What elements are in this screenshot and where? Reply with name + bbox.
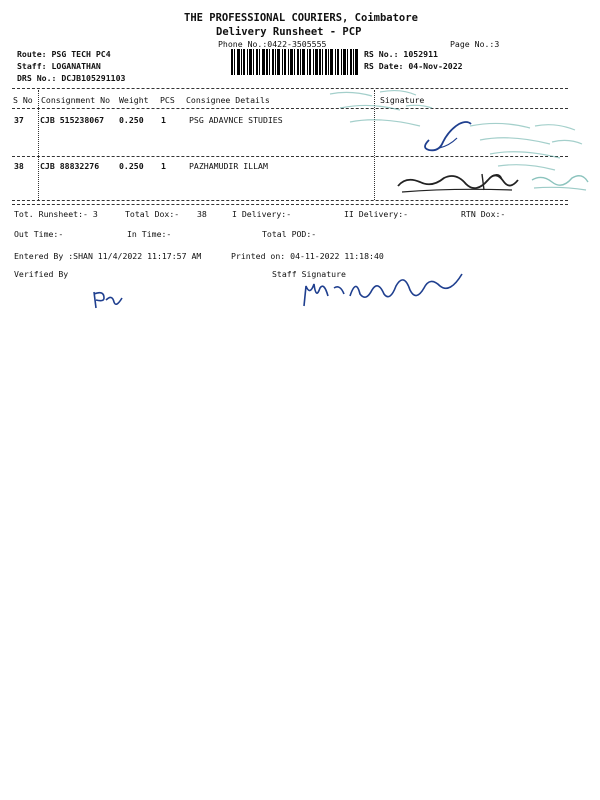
rs-number: RS No.: 1052911 — [364, 49, 438, 59]
summary-rule — [12, 204, 568, 205]
barcode — [231, 49, 358, 75]
staff-label: Staff: LOGANATHAN — [17, 61, 101, 71]
recipient-signature-mark — [415, 118, 475, 154]
first-delivery: I Delivery:- — [232, 209, 292, 219]
col-header-sno: S No — [13, 95, 33, 105]
row-consignee: PAZHAMUDIR ILLAM — [189, 161, 268, 171]
in-time: In Time:- — [127, 229, 172, 239]
document-title: Delivery Runsheet - PCP — [216, 26, 362, 38]
second-delivery: II Delivery:- — [344, 209, 409, 219]
company-name: THE PROFESSIONAL COURIERS, Coimbatore — [184, 12, 418, 24]
row-weight: 0.250 — [119, 161, 144, 171]
col-header-pcs: PCS — [160, 95, 175, 105]
staff-signature-label: Staff Signature — [272, 269, 346, 279]
verifier-signature-mark — [88, 288, 128, 312]
total-runsheet: Tot. Runsheet:- 3 — [14, 209, 98, 219]
row-consignee: PSG ADAVNCE STUDIES — [189, 115, 283, 125]
phone-number: Phone No.:0422-3505555 — [218, 39, 327, 49]
route-label: Route: PSG TECH PC4 — [17, 49, 111, 59]
row-pcs: 1 — [161, 161, 166, 171]
col-header-consignment: Consignment No — [41, 95, 111, 105]
verified-by-label: Verified By — [14, 269, 69, 279]
entered-by: Entered By :SHAN 11/4/2022 11:17:57 AM — [14, 251, 202, 261]
row-consignment-no: CJB 515238067 — [40, 115, 105, 125]
staff-signature-mark — [300, 266, 470, 314]
col-header-signature: Signature — [380, 95, 425, 105]
col-header-weight: Weight — [119, 95, 149, 105]
column-divider — [38, 90, 39, 200]
row-pcs: 1 — [161, 115, 166, 125]
row-weight: 0.250 — [119, 115, 144, 125]
rtn-dox: RTN Dox:- — [461, 209, 506, 219]
row-consignment-no: CJB 88832276 — [40, 161, 100, 171]
total-dox-value: 38 — [197, 209, 207, 219]
rs-date: RS Date: 04-Nov-2022 — [364, 61, 463, 71]
total-dox-label: Total Dox:- — [125, 209, 180, 219]
out-time: Out Time:- — [14, 229, 64, 239]
drs-number: DRS No.: DCJB105291103 — [17, 73, 126, 83]
row-sno: 37 — [14, 115, 24, 125]
col-header-consignee: Consignee Details — [186, 95, 270, 105]
printed-on: Printed on: 04-11-2022 11:18:40 — [231, 251, 384, 261]
total-pod: Total POD:- — [262, 229, 317, 239]
page-number: Page No.:3 — [450, 39, 500, 49]
row-sno: 38 — [14, 161, 24, 171]
recipient-signature-mark — [392, 164, 592, 200]
